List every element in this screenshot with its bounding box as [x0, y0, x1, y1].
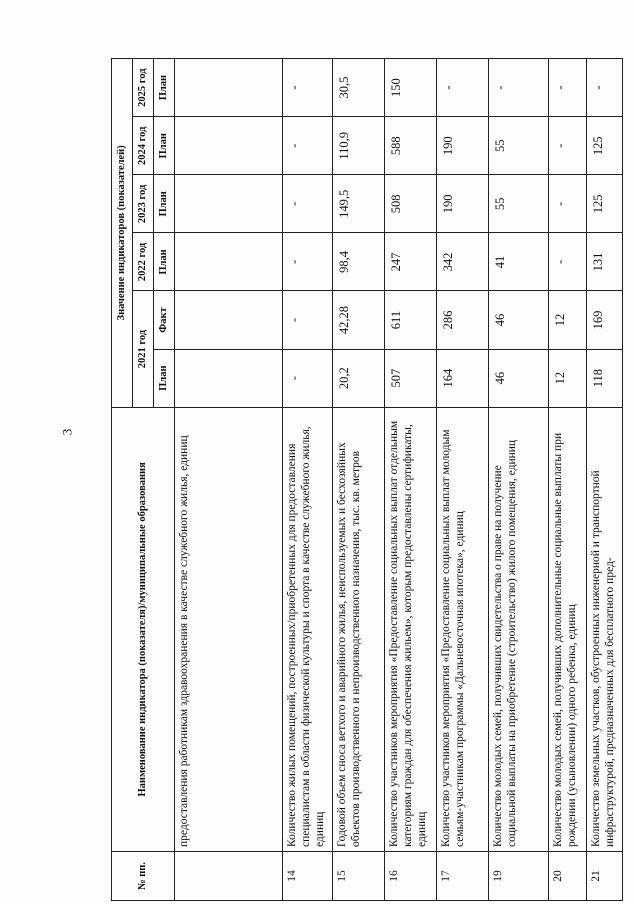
rotated-table-container	[111, 58, 617, 901]
row-value: -	[283, 59, 333, 117]
row-value: -	[283, 175, 333, 233]
header-year: 2024 год	[133, 117, 154, 175]
row-number: 17	[437, 852, 489, 901]
header-year: 2021 год	[133, 291, 154, 407]
row-value	[175, 291, 283, 349]
row-value: 42,28	[333, 291, 385, 349]
row-value: -	[283, 117, 333, 175]
row-value: 20,2	[333, 349, 385, 407]
row-value: 169	[587, 291, 623, 349]
header-sub: План	[154, 349, 175, 407]
row-value: 342	[437, 233, 489, 291]
row-value: 12	[549, 291, 587, 349]
row-value: 150	[385, 59, 437, 117]
row-name: Годовой объем сноса ветхого и аварийного жилья, неиспользуемых и бесхозяйных объектов производственного и непроизводственного назначения, тыс. кв. метров	[333, 407, 385, 851]
row-name: Количество земельных участков, обустроенных инженерной и транспортной инфраструктурой, предназначенных для бесплатного пред-	[587, 407, 623, 851]
table-row	[437, 59, 489, 901]
table-row	[587, 59, 623, 901]
row-value: 30,5	[333, 59, 385, 117]
row-value: -	[283, 233, 333, 291]
row-number: 14	[283, 852, 333, 901]
row-value: 118	[587, 349, 623, 407]
row-value: -	[437, 59, 489, 117]
row-number: 21	[587, 852, 623, 901]
header-sub: План	[154, 117, 175, 175]
header-sub: План	[154, 233, 175, 291]
header-sub: План	[154, 175, 175, 233]
header-year: 2022 год	[133, 233, 154, 291]
row-number: 15	[333, 852, 385, 901]
table-row	[333, 59, 385, 901]
row-value	[175, 349, 283, 407]
row-value	[175, 117, 283, 175]
header-name: Наименование индикатора (показателя)/муниципальные образования	[112, 407, 175, 851]
row-number: 20	[549, 852, 587, 901]
row-value	[175, 59, 283, 117]
indicators-table	[111, 58, 623, 901]
header-year: 2025 год	[133, 59, 154, 117]
row-value	[175, 233, 283, 291]
row-value: 12	[549, 349, 587, 407]
row-value: -	[549, 233, 587, 291]
row-value: -	[549, 59, 587, 117]
row-value: 55	[489, 175, 549, 233]
row-value: 55	[489, 117, 549, 175]
row-value: 46	[489, 291, 549, 349]
table-row	[385, 59, 437, 901]
page-number: 3	[59, 428, 75, 436]
row-value	[175, 175, 283, 233]
row-value: 125	[587, 117, 623, 175]
row-value: 247	[385, 233, 437, 291]
row-value: 507	[385, 349, 437, 407]
row-value: 190	[437, 175, 489, 233]
row-number: 19	[489, 852, 549, 901]
row-value: -	[283, 349, 333, 407]
row-value: 611	[385, 291, 437, 349]
header-year: 2023 год	[133, 175, 154, 233]
row-value: 588	[385, 117, 437, 175]
table-row	[175, 59, 283, 901]
row-value: 125	[587, 175, 623, 233]
header-values-group: Значение индикаторов (показателей)	[112, 59, 133, 408]
row-value: 149,5	[333, 175, 385, 233]
row-name: Количество молодых семей, получивших свидетельства о праве на получение социальной выплаты на приобретение (строительство) жилого помещения, единиц	[489, 407, 549, 851]
row-value: -	[587, 59, 623, 117]
row-value: 46	[489, 349, 549, 407]
row-name: Количество участников мероприятия «Предоставление социальных выплат молодым семьям-участникам программы «Дальневосточная ипотека», единиц	[437, 407, 489, 851]
table-row	[489, 59, 549, 901]
row-value: 508	[385, 175, 437, 233]
header-sub: План	[154, 59, 175, 117]
row-name: предоставления работникам здравоохранения в качестве служебного жилья, единиц	[175, 407, 283, 851]
row-value: 98,4	[333, 233, 385, 291]
table-row	[549, 59, 587, 901]
row-value: -	[549, 175, 587, 233]
row-number	[175, 852, 283, 901]
row-value: 164	[437, 349, 489, 407]
row-value: 286	[437, 291, 489, 349]
header-sub: Факт	[154, 291, 175, 349]
table-row	[283, 59, 333, 901]
row-value: 41	[489, 233, 549, 291]
row-value: -	[489, 59, 549, 117]
row-value: -	[549, 117, 587, 175]
row-value: 110,9	[333, 117, 385, 175]
header-no: № пп.	[112, 852, 175, 901]
row-value: -	[283, 291, 333, 349]
row-value: 131	[587, 233, 623, 291]
row-value: 190	[437, 117, 489, 175]
row-name: Количество участников мероприятия «Предоставление социальных выплат отдельным категориям граждан для обеспечения жильем», которым предоставлены сертификаты, единиц	[385, 407, 437, 851]
row-number: 16	[385, 852, 437, 901]
row-name: Количество молодых семей, получивших дополнительные социальные выплаты при рождении (усыновлении) одного ребенка, единиц	[549, 407, 587, 851]
row-name: Количество жилых помещений, построенных/приобретенных для предоставления специалистам в области физической культуры и спорта в качестве служебного жилья, единиц	[283, 407, 333, 851]
